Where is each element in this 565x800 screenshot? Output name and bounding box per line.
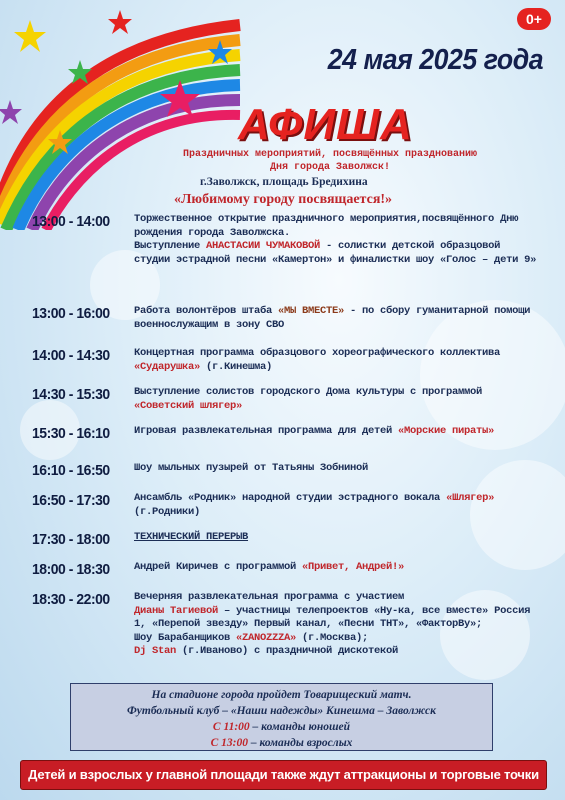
schedule-description: ТЕХНИЧЕСКИЙ ПЕРЕРЫВ — [134, 531, 249, 543]
subtitle-line: Праздничных мероприятий, посвящённых празднованию — [182, 149, 478, 160]
schedule-description: Игровая развлекательная программа для детей «Морские пираты» — [134, 425, 495, 437]
schedule-time: 13:00 - 16:00 — [32, 305, 110, 322]
footer-banner: Детей и взрослых у главной площади также ждут аттракционы и торговые точки — [20, 760, 547, 790]
schedule-description: Ансамбль «Родник» народной студии эстрадного вокала «Шлягер» (г.Родники) — [134, 492, 495, 518]
match-youth: С 11:00 – команды юношей — [212, 721, 351, 733]
schedule-description: Концертная программа образцового хореографического коллектива «Сударушка» (г.Кинешма) — [134, 347, 501, 373]
match-adults: С 13:00 – команды взрослых — [210, 737, 353, 749]
schedule-time: 16:50 - 17:30 — [32, 492, 110, 509]
schedule-time: 14:00 - 14:30 — [32, 347, 110, 364]
schedule-description: Торжественное открытие праздничного мероприятия,посвящённого Дню рождения города Заволжска. Выступление АНАСТАСИИ ЧУМАКОВОЙ - солистки детской образцовой студии эстрадной песни «Камертон» и финалистки шоу «Голос – дети 9» — [134, 213, 537, 266]
schedule-time: 15:30 - 16:10 — [32, 425, 110, 442]
schedule-description: Выступление солистов городского Дома культуры с программой «Советский шлягер» — [134, 386, 483, 412]
schedule-description: Работа волонтёров штаба «МЫ ВМЕСТЕ» - по сбору гуманитарной помощи военнослужащим в зону СВО — [134, 305, 531, 331]
schedule-time: 17:30 - 18:00 — [32, 531, 110, 548]
event-place: г.Заволжск, площадь Бредихина — [200, 176, 368, 188]
page-title: АФИША — [238, 100, 413, 149]
match-line: Футбольный клуб – «Наши надежды» Кинешма – Заволжск — [127, 705, 436, 717]
schedule-description: Андрей Киричев с программой «Привет, Андрей!» — [134, 561, 405, 573]
event-motto: «Любимому городу посвящается!» — [174, 192, 393, 207]
schedule-time: 18:30 - 22:00 — [32, 591, 110, 608]
football-match-info — [70, 683, 493, 751]
age-rating-badge: 0+ — [517, 8, 551, 30]
schedule-description: Вечерняя развлекательная программа с участием Дианы Тагиевой – участницы телепроектов «Ну-ка, все вместе» Россия 1, «Перепой звезду» Первый канал, «Песни ТНТ», «ФакторВу»; Шоу Барабанщиков «ZANOZZZA» (г.Москва); Dj Stan (г.Иваново) с праздничной дискотекой — [134, 591, 531, 657]
schedule-description: Шоу мыльных пузырей от Татьяны Зобниной — [134, 462, 369, 474]
match-line: На стадионе города пройдет Товарищеский матч. — [151, 689, 412, 701]
event-date: 24 мая 2025 года — [327, 44, 543, 76]
subtitle — [170, 148, 490, 174]
schedule-time: 13:00 - 14:00 — [32, 213, 110, 230]
schedule-time: 18:00 - 18:30 — [32, 561, 110, 578]
subtitle-line: Дня города Заволжск! — [269, 162, 391, 173]
schedule-time: 16:10 - 16:50 — [32, 462, 110, 479]
schedule-time: 14:30 - 15:30 — [32, 386, 110, 403]
